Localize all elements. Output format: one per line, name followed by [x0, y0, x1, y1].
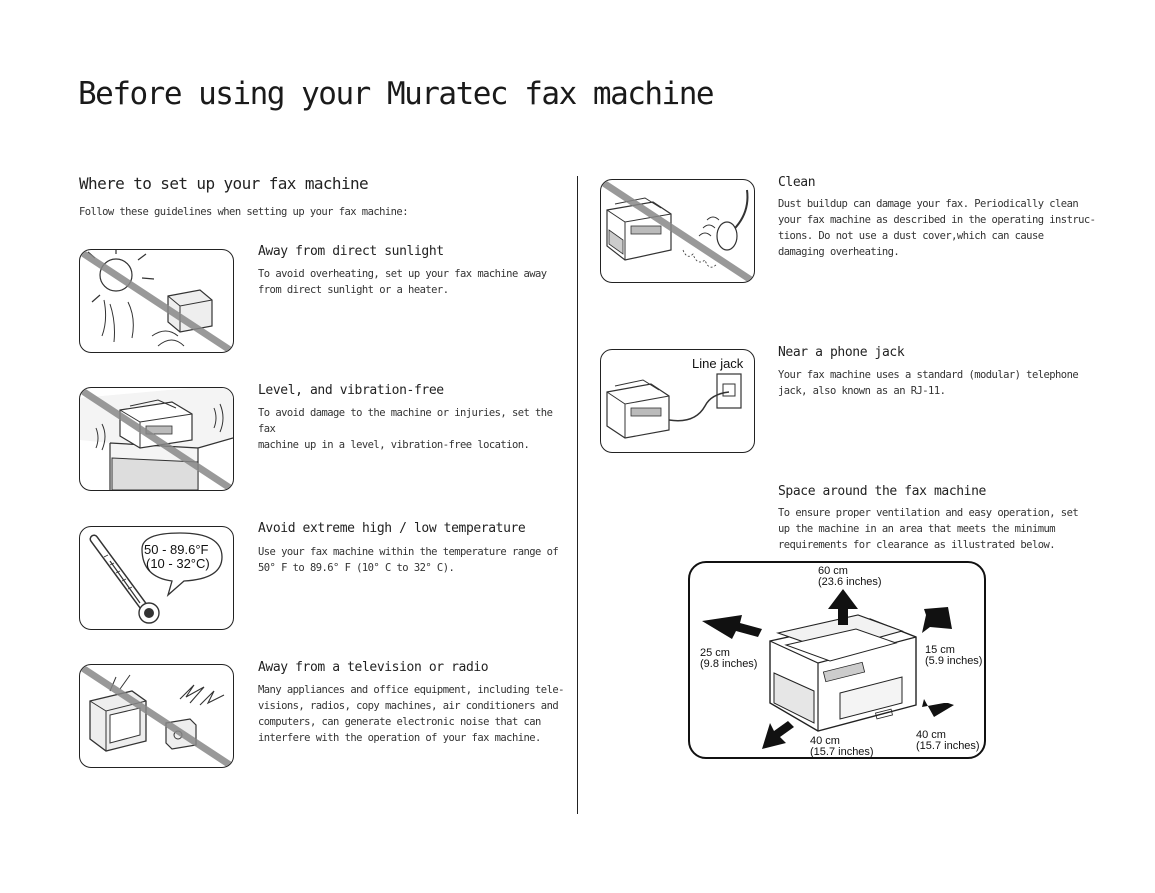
text-line: computers, can generate electronic noise that can — [258, 716, 541, 728]
line-jack-label: Line jack — [692, 356, 744, 371]
temperature-illustration — [79, 526, 234, 630]
level-heading: Level, and vibration-free — [258, 383, 444, 398]
text-line: damaging overheating. — [778, 246, 900, 258]
level-illustration — [79, 387, 234, 491]
text-line: your fax machine as described in the operating instruc- — [778, 214, 1096, 226]
text-line: 50° F to 89.6° F (10° C to 32° C). — [258, 562, 455, 574]
clean-illustration — [600, 179, 755, 283]
sunlight-text — [258, 266, 558, 298]
text-line: tions. Do not use a dust cover,which can cause — [778, 230, 1044, 242]
setup-intro: Follow these guidelines when setting up your fax machine: — [79, 206, 408, 218]
column-divider — [577, 176, 578, 814]
temperature-celsius: (10 - 32°C) — [146, 556, 210, 571]
phone-jack-illustration — [600, 349, 755, 453]
text-line: jack, also known as an RJ-11. — [778, 385, 946, 397]
front-clearance-cm: 40 cm — [810, 735, 840, 747]
text-line: visions, radios, copy machines, air conditioners and — [258, 700, 559, 712]
tv-heading: Away from a television or radio — [258, 660, 489, 675]
text-line: Use your fax machine within the temperature range of — [258, 546, 559, 558]
text-line: Many appliances and office equipment, including tele- — [258, 684, 564, 696]
page-title: Before using your Muratec fax machine — [78, 76, 714, 112]
top-clearance-cm: 60 cm — [818, 565, 848, 577]
left-clearance-cm: 25 cm — [700, 647, 730, 659]
temperature-text — [258, 544, 568, 576]
setup-heading: Where to set up your fax machine — [79, 174, 369, 193]
phone-heading: Near a phone jack — [778, 345, 905, 360]
temperature-fahrenheit: 50 - 89.6°F — [144, 542, 209, 557]
back-clearance-cm: 40 cm — [916, 729, 946, 741]
space-heading: Space around the fax machine — [778, 484, 986, 499]
level-text — [258, 405, 568, 453]
text-line: To avoid damage to the machine or injuries, set the fax — [258, 407, 553, 435]
text-line: To avoid overheating, set up your fax machine away — [258, 268, 547, 280]
right-clearance-cm: 15 cm — [925, 644, 955, 656]
right-clearance-inches: (5.9 inches) — [925, 655, 983, 667]
tv-text — [258, 682, 568, 746]
text-line: To ensure proper ventilation and easy operation, set — [778, 507, 1079, 519]
clearance-illustration — [688, 561, 986, 759]
space-text — [778, 505, 1098, 553]
clean-heading: Clean — [778, 175, 816, 190]
text-line: from direct sunlight or a heater. — [258, 284, 449, 296]
text-line: interfere with the operation of your fax machine. — [258, 732, 541, 744]
top-clearance-inches: (23.6 inches) — [818, 576, 882, 588]
text-line: Your fax machine uses a standard (modular) telephone — [778, 369, 1079, 381]
left-clearance-inches: (9.8 inches) — [700, 658, 758, 670]
text-line: Dust buildup can damage your fax. Periodically clean — [778, 198, 1079, 210]
clean-text — [778, 196, 1098, 260]
text-line: up the machine in an area that meets the minimum — [778, 523, 1056, 535]
front-clearance-inches: (15.7 inches) — [810, 746, 874, 758]
temperature-heading: Avoid extreme high / low temperature — [258, 521, 526, 536]
back-clearance-inches: (15.7 inches) — [916, 740, 980, 752]
phone-text — [778, 367, 1098, 399]
tv-illustration — [79, 664, 234, 768]
text-line: machine up in a level, vibration-free location. — [258, 439, 530, 451]
text-line: requirements for clearance as illustrated below. — [778, 539, 1056, 551]
sunlight-heading: Away from direct sunlight — [258, 244, 444, 259]
sunlight-illustration — [79, 249, 234, 353]
